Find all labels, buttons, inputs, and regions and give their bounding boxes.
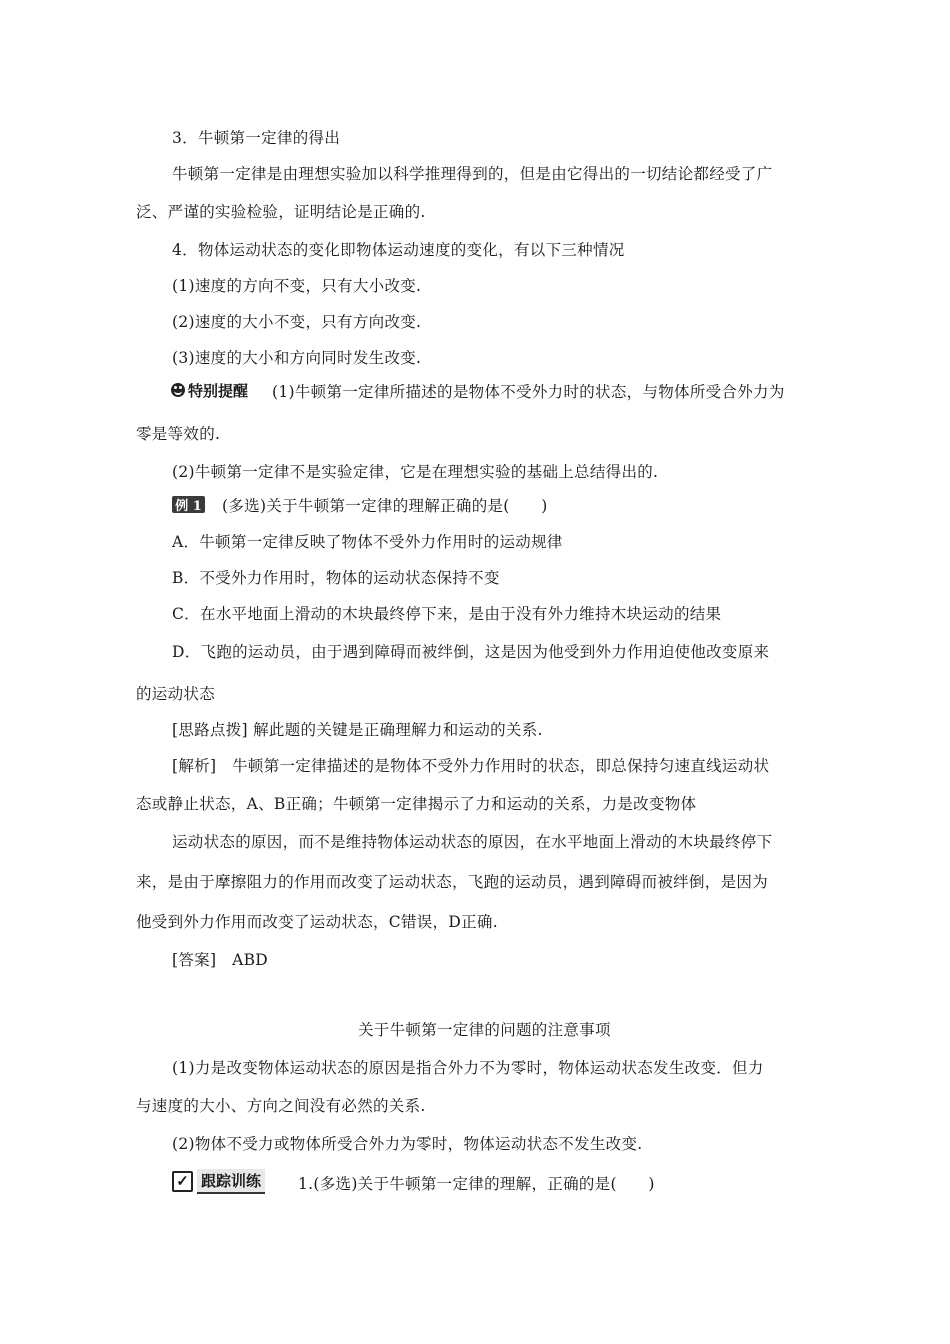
hint-line: [思路点拨] 解此题的关键是正确理解力和运动的关系. — [172, 721, 543, 739]
analysis-line: [解析] 牛顿第一定律描述的是物体不受外力作用时的状态，即总保持匀速直线运动状 — [172, 757, 770, 775]
tip-line: 零是等效的. — [136, 425, 221, 443]
checkbox-icon: ✓ — [172, 1171, 193, 1192]
analysis-line: 他受到外力作用而改变了运动状态，C错误，D正确. — [136, 913, 498, 931]
analysis-line: 态或静止状态，A、B正确；牛顿第一定律揭示了力和运动的关系，力是改变物体 — [136, 795, 697, 813]
option-b: B．不受外力作用时，物体的运动状态保持不变 — [172, 569, 500, 587]
paragraph-line: 牛顿第一定律是由理想实验加以科学推理得到的，但是由它得出的一切结论都经受了广 — [172, 165, 773, 183]
analysis-line: 运动状态的原因，而不是维持物体运动状态的原因，在水平地面上滑动的木块最终停下 — [172, 833, 773, 851]
smiley-icon — [171, 383, 185, 397]
notes-line: (2)物体不受力或物体所受合外力为零时，物体运动状态不发生改变. — [172, 1135, 643, 1153]
list-item: (3)速度的大小和方向同时发生改变. — [172, 349, 422, 367]
section-heading-3: 3．牛顿第一定律的得出 — [172, 129, 341, 147]
answer-line: [答案] ABD — [172, 951, 269, 969]
special-tip-label: 特别提醒 — [188, 381, 249, 400]
notes-line: 与速度的大小、方向之间没有必然的关系. — [136, 1097, 426, 1115]
option-c: C．在水平地面上滑动的木块最终停下来，是由于没有外力维持木块运动的结果 — [172, 605, 722, 623]
option-a: A．牛顿第一定律反映了物体不受外力作用时的运动规律 — [172, 533, 563, 551]
notes-title: 关于牛顿第一定律的问题的注意事项 — [358, 1021, 611, 1039]
tracking-practice-badge — [172, 1170, 265, 1192]
notes-line: (1)力是改变物体运动状态的原因是指合外力不为零时，物体运动状态发生改变．但力 — [172, 1059, 764, 1077]
example-question: (多选)关于牛顿第一定律的理解正确的是( ) — [222, 497, 548, 515]
option-d: D．飞跑的运动员，由于遇到障碍而被绊倒，这是因为他受到外力作用迫使他改变原来 — [172, 643, 770, 661]
example-badge: 例 1 — [172, 496, 205, 513]
tracking-practice-label: 跟踪训练 — [197, 1169, 265, 1194]
practice-question: 1.(多选)关于牛顿第一定律的理解，正确的是( ) — [298, 1175, 655, 1193]
list-item: (1)速度的方向不变，只有大小改变. — [172, 277, 422, 295]
analysis-line: 来，是由于摩擦阻力的作用而改变了运动状态，飞跑的运动员，遇到障碍而被绊倒，是因为 — [136, 873, 769, 891]
option-d-cont: 的运动状态 — [136, 685, 216, 703]
list-item: (2)速度的大小不变，只有方向改变. — [172, 313, 422, 331]
tip-line: (2)牛顿第一定律不是实验定律，它是在理想实验的基础上总结得出的. — [172, 463, 659, 481]
section-heading-4: 4．物体运动状态的变化即物体运动速度的变化，有以下三种情况 — [172, 241, 625, 259]
special-tip-badge — [171, 380, 248, 400]
paragraph-line: 泛、严谨的实验检验，证明结论是正确的. — [136, 203, 426, 221]
tip-line: (1)牛顿第一定律所描述的是物体不受外力时的状态，与物体所受合外力为 — [272, 383, 785, 401]
